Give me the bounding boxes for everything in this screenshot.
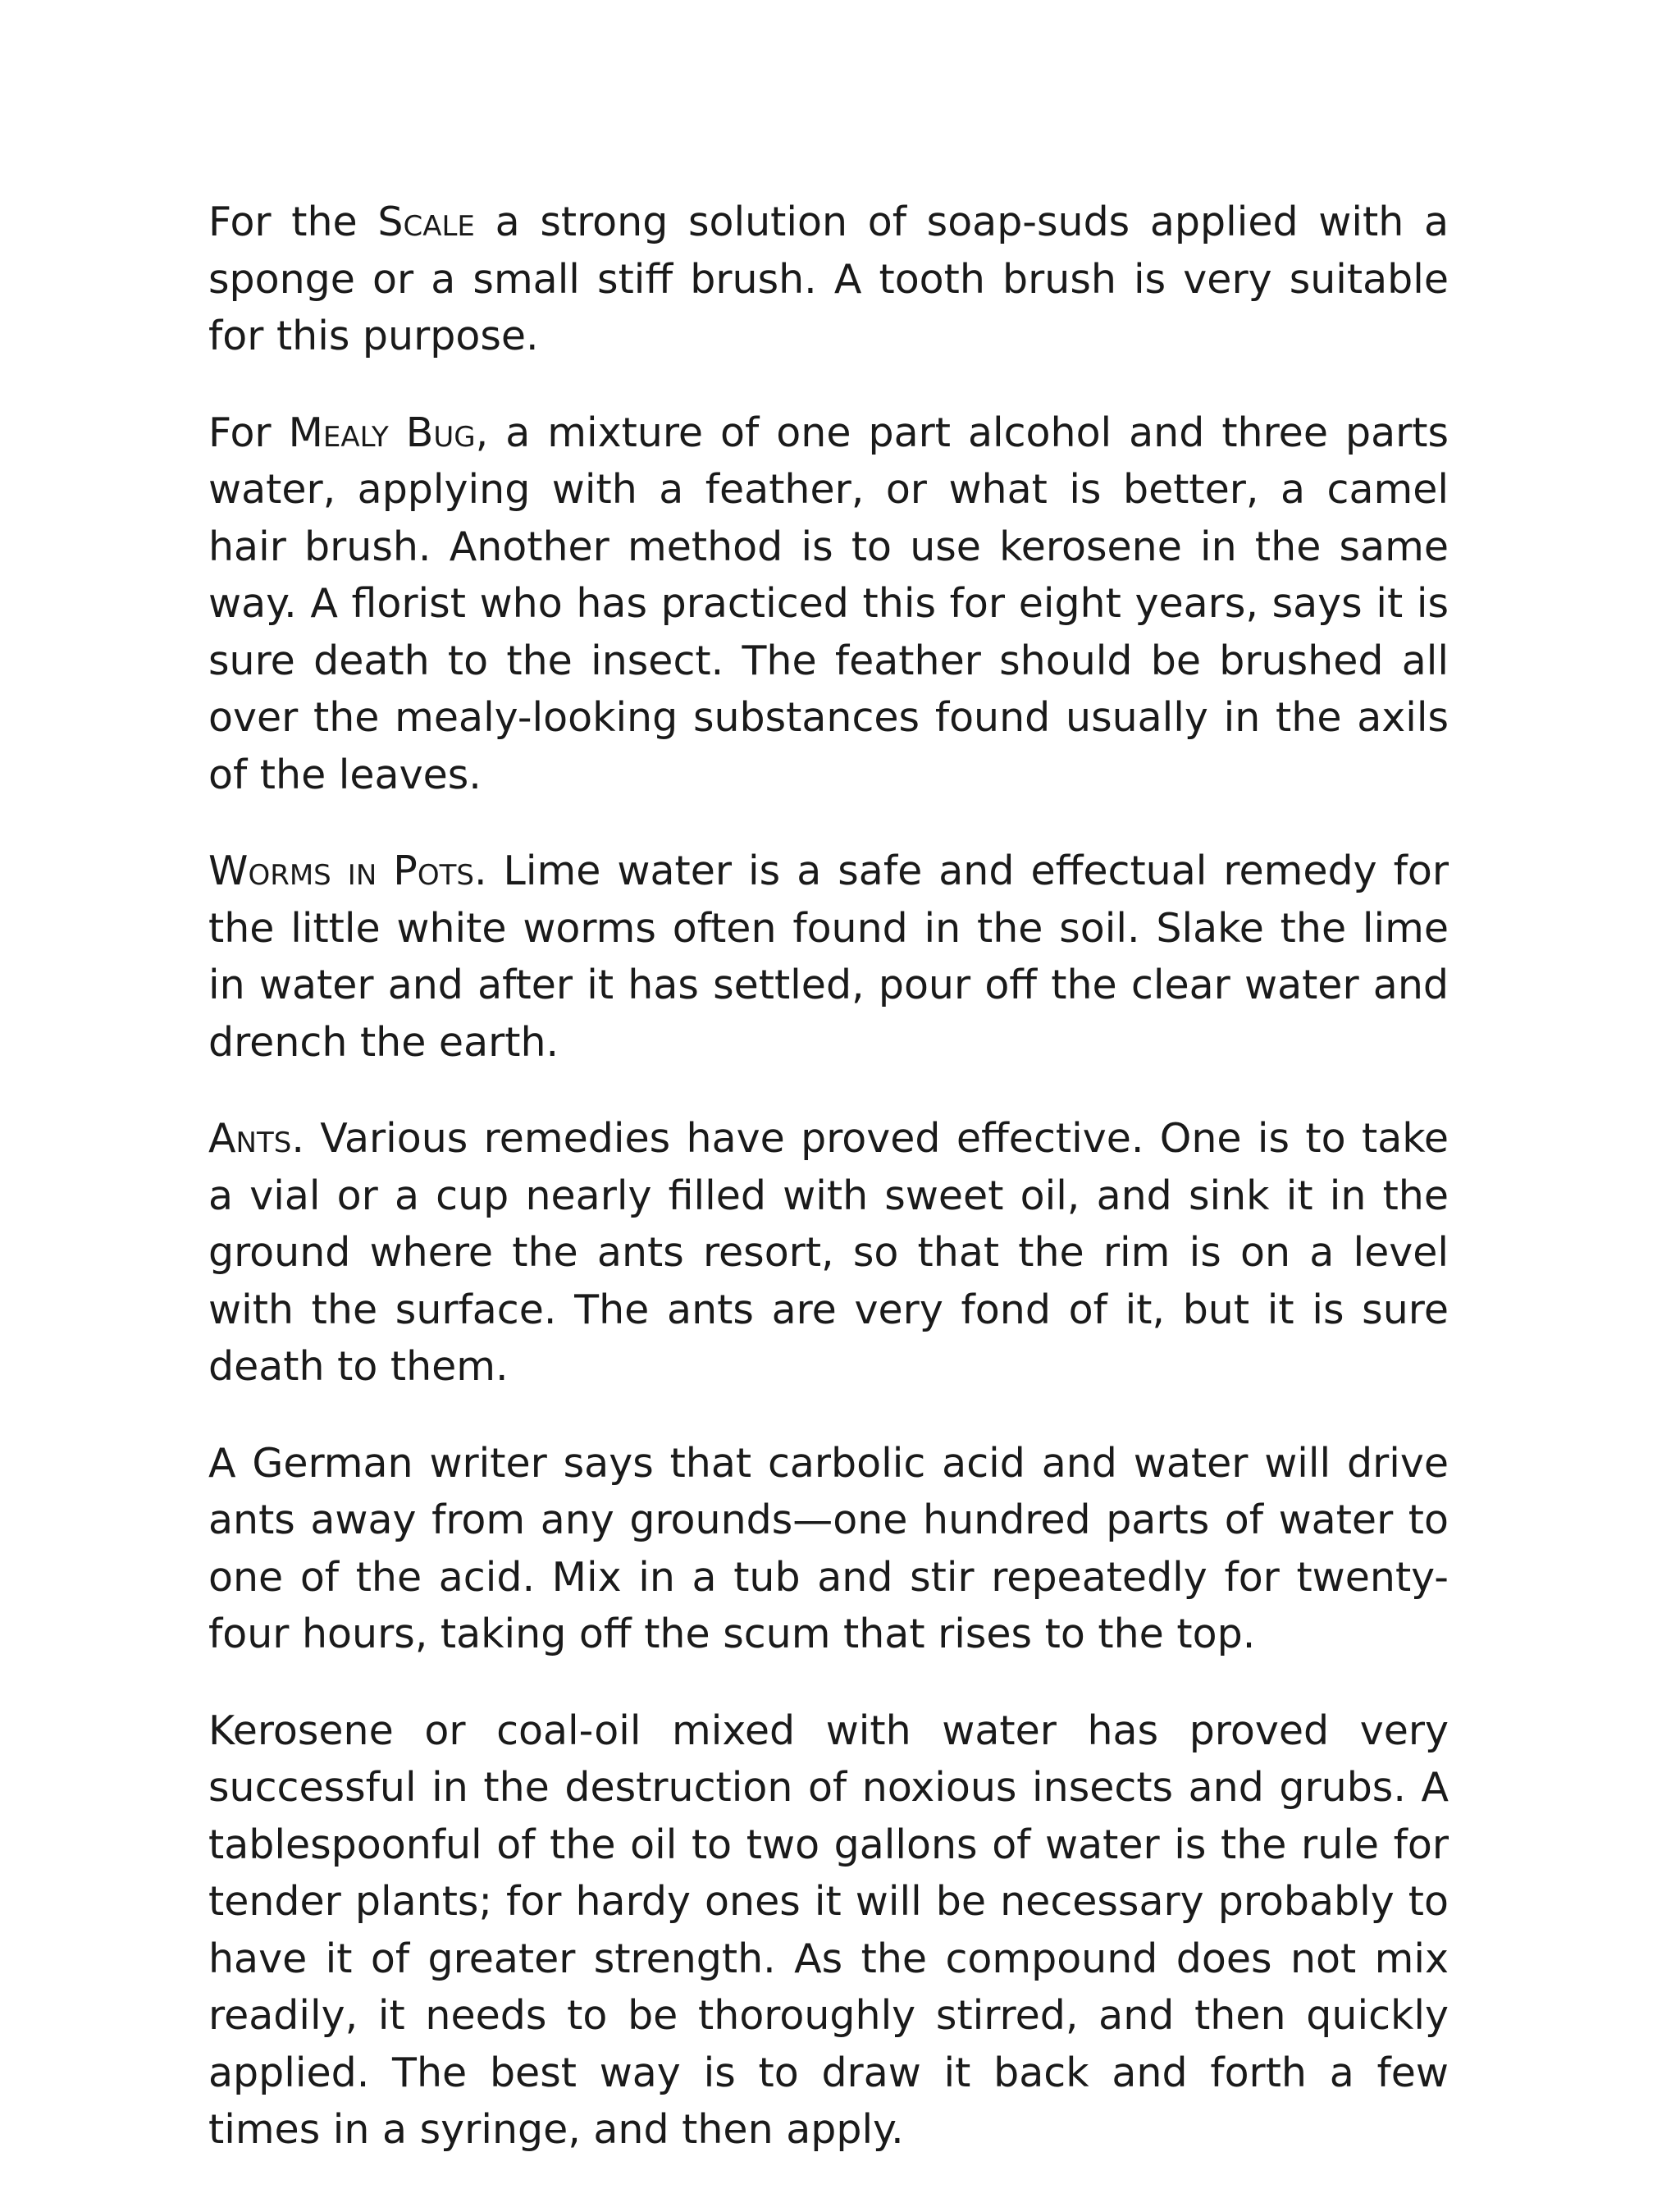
paragraph-lead: For — [208, 409, 289, 456]
paragraph-text: , a mixture of one part alcohol and three parts water, applying with a feather, or what is better, a camel hair brush. Another method is to use kerosene in the same way. A florist who has practiced this for eight years, says it is sure death to the insect. The feather should be brushed all over the mealy-looking substances found usually in the axils of the leaves. — [208, 409, 1449, 798]
small-caps-heading: Ants — [208, 1115, 292, 1162]
paragraph-text: A German writer says that carbolic acid and water will drive ants away from any grounds—one hundred parts of water to one of the acid. Mix in a tub and stir repeatedly for twenty-four hours, taking off the scum that rises to the top. — [208, 1439, 1449, 1657]
paragraph-text: a strong solution of soap-suds applied with a sponge or a small stiff brush. A tooth brush is very suitable for this purpose. — [208, 199, 1449, 359]
paragraph-kerosene — [208, 1702, 1449, 2159]
small-caps-heading: Scale — [377, 199, 475, 245]
text-column — [208, 194, 1449, 2198]
paragraph-text: . Lime water is a safe and effectual remedy for the little white worms often found in the soil. Slake the lime in water and after it has settled, pour off the clear water and drench the earth. — [208, 848, 1449, 1066]
paragraph-carbolic-acid — [208, 1435, 1449, 1663]
small-caps-heading: Mealy Bug — [288, 409, 476, 456]
paragraph-scale — [208, 194, 1449, 365]
paragraph-worms-in-pots — [208, 843, 1449, 1071]
paragraph-lead: For the — [208, 199, 378, 245]
paragraph-mealy-bug — [208, 404, 1449, 804]
paragraph-text: . Various remedies have proved effective. One is to take a vial or a cup nearly filled with sweet oil, and sink it in the ground where the ants resort, so that the rim is on a level with the surface. The ants are very fond of it, but it is sure death to them. — [208, 1115, 1449, 1390]
paragraph-text: Kerosene or coal-oil mixed with water has proved very successful in the destruction of noxious insects and grubs. A tablespoonful of the oil to two gallons of water is the rule for tender plants; for hardy ones it will be necessary probably to have it of greater strength. As the compound does not mix readily, it needs to be thoroughly stirred, and then quickly applied. The best way is to draw it back and forth a few times in a syringe, and then apply. — [208, 1707, 1449, 2153]
small-caps-heading: Worms in Pots — [208, 848, 474, 894]
paragraph-ants — [208, 1110, 1449, 1396]
